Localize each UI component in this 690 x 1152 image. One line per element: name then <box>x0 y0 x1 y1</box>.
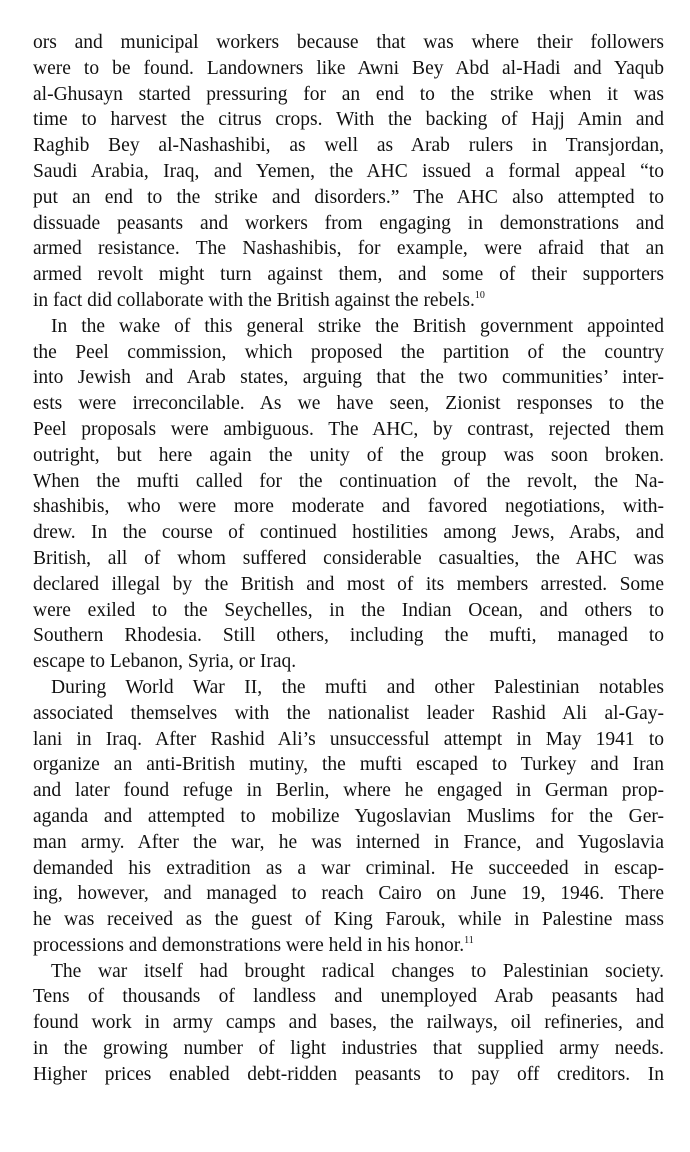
text-line <box>33 623 664 649</box>
text-line <box>33 417 664 443</box>
text-line <box>33 211 664 237</box>
page-body <box>33 30 664 1088</box>
line-text: armed revolt might turn against them, and some of their supporters <box>33 264 664 286</box>
text-line <box>33 185 664 211</box>
text-line <box>33 82 664 108</box>
text-line <box>33 572 664 598</box>
text-line <box>33 340 664 366</box>
text-line <box>33 881 664 907</box>
text-line <box>33 675 664 701</box>
line-text: the Peel commission, which proposed the partition of the country <box>33 341 664 363</box>
line-text: organize an anti-British mutiny, the mufti escaped to Turkey and Iran <box>33 754 664 776</box>
line-text: ors and municipal workers because that was where their followers <box>33 32 664 53</box>
line-text: into Jewish and Arab states, arguing that the two communities’ inter- <box>33 367 664 389</box>
line-text: Raghib Bey al-Nashashibi, as well as Arab rulers in Transjordan, <box>33 135 664 157</box>
line-text: in fact did collaborate with the British against the rebels. <box>33 289 475 311</box>
line-text: he was received as the guest of King Farouk, while in Palestine mass <box>33 909 664 931</box>
line-text: ing, however, and managed to reach Cairo on June 19, 1946. There <box>33 883 664 905</box>
text-line <box>33 727 664 753</box>
text-line <box>33 933 664 959</box>
text-line <box>33 391 664 417</box>
line-text: associated themselves with the nationalist leader Rashid Ali al-Gay- <box>33 702 664 724</box>
line-text: put an end to the strike and disorders.” The AHC also attempted to <box>33 186 664 208</box>
text-line <box>33 804 664 830</box>
line-text: outright, but here again the unity of the group was soon broken. <box>33 444 664 466</box>
text-line <box>33 1062 664 1088</box>
text-line <box>33 30 664 56</box>
text-line <box>33 133 664 159</box>
text-line <box>33 1010 664 1036</box>
line-text: time to harvest the citrus crops. With the backing of Hajj Amin and <box>33 109 664 131</box>
text-line <box>33 959 664 985</box>
line-text: Higher prices enabled debt-ridden peasants to pay off creditors. In <box>33 1063 664 1085</box>
text-line <box>33 159 664 185</box>
footnote-marker: 11 <box>464 934 474 946</box>
text-line <box>33 469 664 495</box>
line-text: were exiled to the Seychelles, in the Indian Ocean, and others to <box>33 599 664 621</box>
line-text: al-Ghusayn started pressuring for an end to the strike when it was <box>33 83 664 105</box>
line-text: armed resistance. The Nashashibis, for example, were afraid that an <box>33 238 664 260</box>
line-text: When the mufti called for the continuation of the revolt, the Na- <box>33 470 664 492</box>
line-text: Saudi Arabia, Iraq, and Yemen, the AHC issued a formal appeal “to <box>33 160 664 182</box>
line-text: found work in army camps and bases, the railways, oil refineries, and <box>33 1012 664 1034</box>
text-line <box>33 365 664 391</box>
line-text: escape to Lebanon, Syria, or Iraq. <box>33 651 297 673</box>
text-line <box>33 701 664 727</box>
line-text: declared illegal by the British and most of its members arrested. Some <box>33 573 664 595</box>
text-line <box>33 1036 664 1062</box>
line-text: were to be found. Landowners like Awni Bey Abd al-Hadi and Yaqub <box>33 57 664 79</box>
line-text: Peel proposals were ambiguous. The AHC, by contrast, rejected them <box>33 418 664 440</box>
line-text: man army. After the war, he was interned in France, and Yugoslavia <box>33 831 664 853</box>
text-line <box>33 830 664 856</box>
line-text: and later found refuge in Berlin, where he engaged in German prop- <box>33 780 664 802</box>
text-line <box>33 778 664 804</box>
line-text: drew. In the course of continued hostilities among Jews, Arabs, and <box>33 522 664 544</box>
text-line <box>33 288 664 314</box>
footnote-marker: 10 <box>474 289 485 301</box>
line-text: in the growing number of light industries that supplied army needs. <box>33 1038 664 1060</box>
text-line <box>33 314 664 340</box>
text-line <box>33 752 664 778</box>
text-line <box>33 984 664 1010</box>
line-text: ests were irreconcilable. As we have seen, Zionist responses to the <box>33 393 664 415</box>
text-line <box>33 236 664 262</box>
line-text: The war itself had brought radical changes to Palestinian society. <box>51 960 664 982</box>
text-line <box>33 107 664 133</box>
text-line <box>33 520 664 546</box>
text-line <box>33 598 664 624</box>
text-line <box>33 907 664 933</box>
text-line <box>33 443 664 469</box>
text-line <box>33 649 664 675</box>
line-text: dissuade peasants and workers from engaging in demonstrations and <box>33 212 664 234</box>
text-line <box>33 56 664 82</box>
text-line <box>33 856 664 882</box>
line-text: Tens of thousands of landless and unemployed Arab peasants had <box>33 986 664 1008</box>
line-text: During World War II, the mufti and other Palestinian notables <box>51 676 664 698</box>
line-text: shashibis, who were more moderate and favored negotiations, with- <box>33 496 664 518</box>
line-text: demanded his extradition as a war criminal. He succeeded in escap- <box>33 857 664 879</box>
line-text: In the wake of this general strike the British government appointed <box>51 315 664 337</box>
text-line <box>33 546 664 572</box>
line-text: aganda and attempted to mobilize Yugoslavian Muslims for the Ger- <box>33 805 664 827</box>
line-text: processions and demonstrations were held in his honor. <box>33 934 465 956</box>
text-line <box>33 494 664 520</box>
line-text: Southern Rhodesia. Still others, including the mufti, managed to <box>33 625 664 647</box>
line-text: British, all of whom suffered considerable casualties, the AHC was <box>33 547 664 569</box>
text-line <box>33 262 664 288</box>
line-text: lani in Iraq. After Rashid Ali’s unsuccessful attempt in May 1941 to <box>33 728 664 750</box>
